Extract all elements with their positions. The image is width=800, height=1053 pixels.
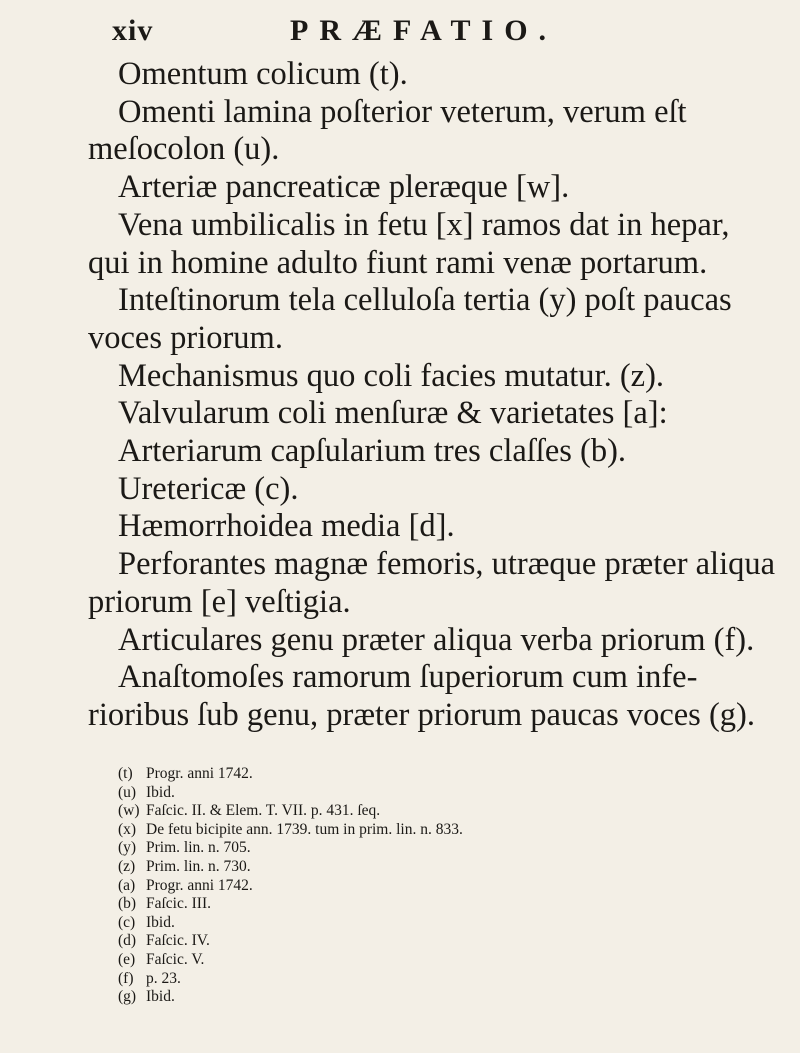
footnote-text: Ibid.: [146, 783, 175, 801]
running-title: PRÆFATIO.: [290, 14, 558, 47]
footnote: [118, 802, 758, 821]
page-number: xiv: [112, 14, 154, 47]
footnote: [118, 932, 758, 951]
entry-anastomoses: Anaſtomoſes ramorum ſuperiorum cum infe-rioribus ſub genu, præter priorum paucas voces (g).: [88, 659, 755, 733]
footnote-mark: (g): [118, 988, 137, 1006]
footnote-mark: (e): [118, 950, 136, 968]
footnote: [118, 877, 758, 896]
footnote-mark: (b): [118, 895, 137, 913]
entry-omenti-lamina: Omenti lamina poſterior veterum, verum eſt meſocolon (u).: [88, 93, 687, 168]
entry-mechanismus: Mechanismus quo coli facies mutatur. (z).: [118, 357, 665, 394]
entry-arteriarum-capsularium: Arteriarum capſularium tres claſſes (b).: [118, 433, 627, 470]
footnote-text: Faſcic. III.: [146, 895, 211, 913]
entry-valvularum-coli: Valvularum coli menſuræ & varietates [a]:: [118, 395, 668, 432]
footnote-mark: (d): [118, 932, 137, 950]
footnote-mark: (t): [118, 765, 133, 782]
entry-perforantes: Perforantes magnæ femoris, utræque præter aliqua priorum [e] veſtigia.: [88, 546, 776, 620]
footnote-mark: (u): [118, 783, 137, 801]
footnote-text: De fetu bicipite ann. 1739. tum in prim. lin. n. 833.: [146, 820, 463, 838]
entry-arteriae-pancreaticae: Arteriæ pancreaticæ pleræque [w].: [118, 169, 570, 206]
entry-uretericae: Uretericæ (c).: [118, 470, 299, 507]
footnote: [118, 970, 758, 989]
entry-vena-umbilicalis: Vena umbilicalis in fetu [x] ramos dat in hepar, qui in homine adulto fiunt rami venæ portarum.: [88, 206, 730, 281]
footnote-text: Faſcic. IV.: [146, 932, 210, 950]
footnote-mark: (z): [118, 857, 136, 875]
footnote-text: Progr. anni 1742.: [146, 765, 253, 782]
footnote-text: Prim. lin. n. 705.: [146, 839, 251, 857]
footnote-text: Prim. lin. n. 730.: [146, 857, 251, 875]
footnote-text: p. 23.: [146, 969, 181, 987]
main-text: [88, 56, 778, 735]
footnote: [118, 914, 758, 933]
entry-omentum-colicum: Omentum colicum (t).: [118, 56, 408, 92]
footnote: [118, 839, 758, 858]
footnote-text: Ibid.: [146, 988, 175, 1006]
footnote: [118, 765, 758, 784]
footnote-mark: (a): [118, 876, 136, 894]
footnote-mark: (y): [118, 839, 137, 857]
footnotes: [118, 765, 758, 1007]
footnote-text: Progr. anni 1742.: [146, 876, 253, 894]
entry-haemorrhoidea: Hæmorrhoidea media [d].: [118, 508, 455, 545]
footnote-text: Faſcic. V.: [146, 950, 205, 968]
footnote-mark: (c): [118, 913, 136, 931]
footnote: [118, 988, 758, 1007]
footnote: [118, 821, 758, 840]
footnote-text: Ibid.: [146, 913, 175, 931]
footnote-mark: (w): [118, 802, 140, 820]
footnote: [118, 895, 758, 914]
footnote: [118, 858, 758, 877]
footnote-text: Faſcic. II. & Elem. T. VII. p. 431. ſeq.: [146, 802, 381, 820]
footnote: [118, 784, 758, 803]
footnote: [118, 951, 758, 970]
entry-intestinorum-tela: Inteſtinorum tela celluloſa tertia (y) poſt paucas voces priorum.: [88, 282, 732, 356]
footnote-mark: (x): [118, 820, 137, 838]
page-header: [0, 8, 800, 58]
entry-articulares-genu: Articulares genu præter aliqua verba priorum (f).: [118, 621, 755, 658]
footnote-mark: (f): [118, 969, 134, 987]
